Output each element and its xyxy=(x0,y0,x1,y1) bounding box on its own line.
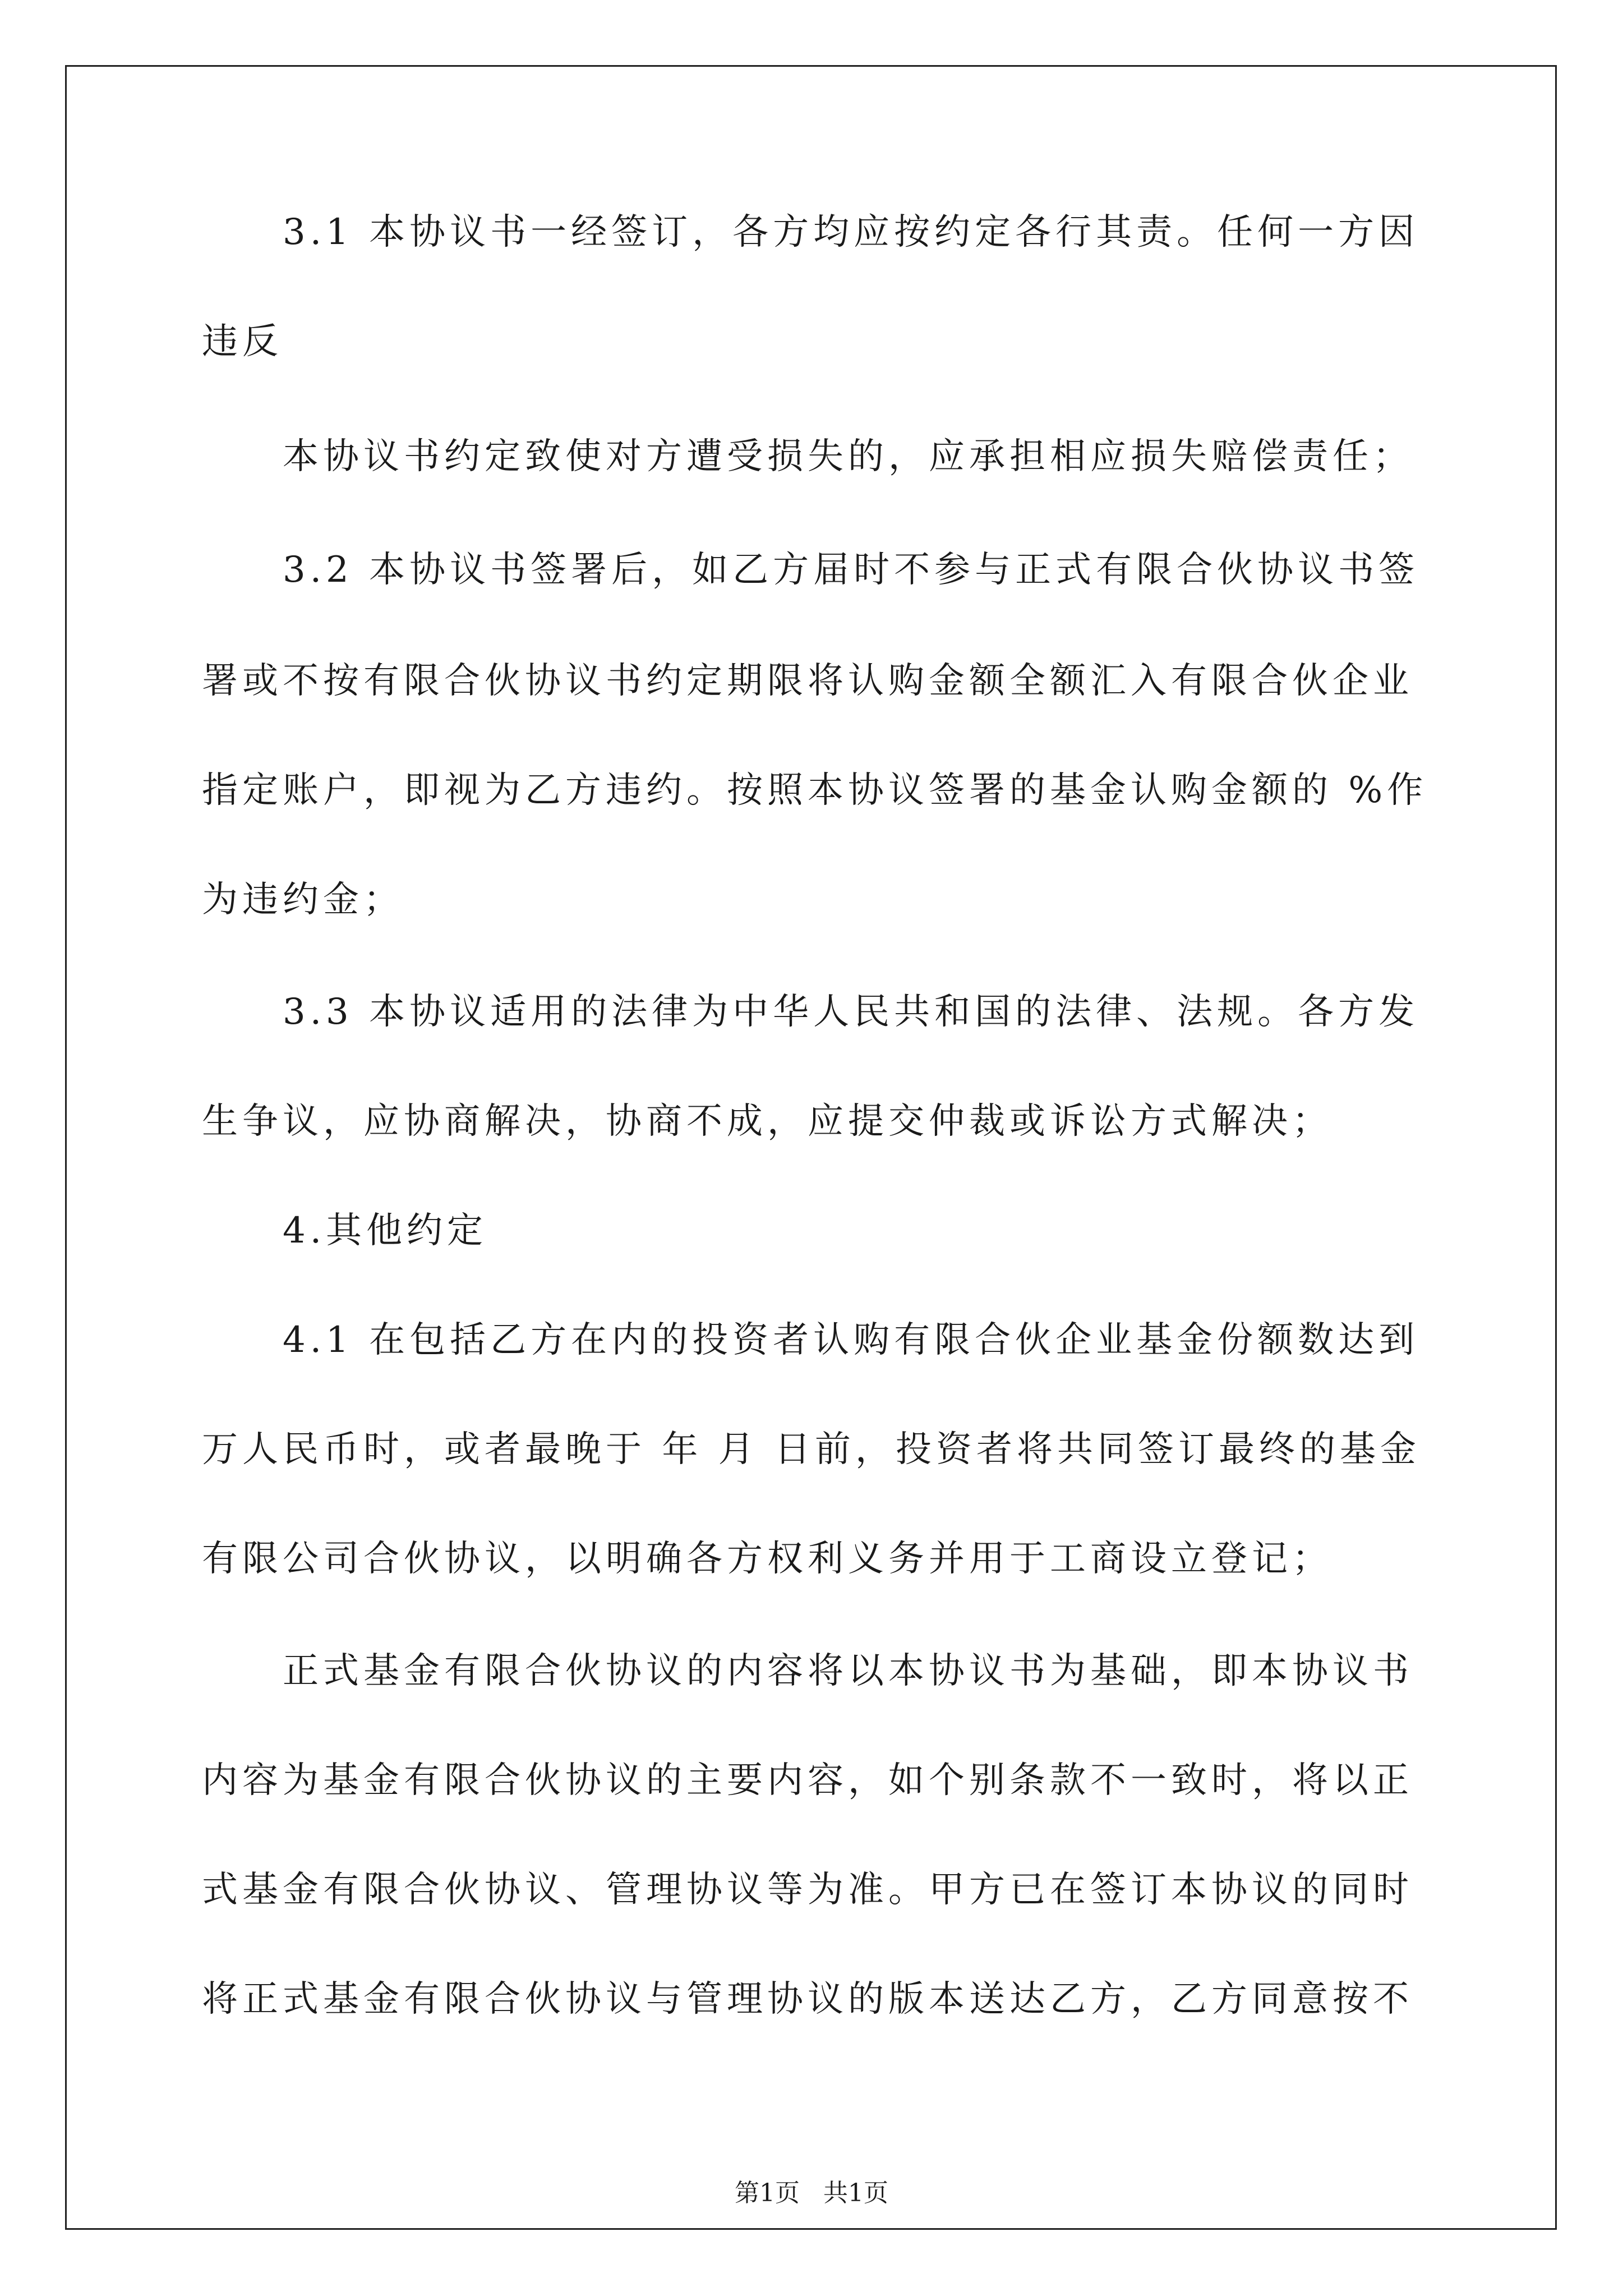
text-line: 正式基金有限合伙协议的内容将以本协议书为基础，即本协议书 xyxy=(202,1650,1413,1692)
text-line: 3.1 本协议书一经签订，各方均应按约定各行其责。任何一方因 xyxy=(202,211,1419,253)
text-line: 式基金有限合伙协议、管理协议等为准。甲方已在签订本协议的同时 xyxy=(202,1869,1413,1911)
text-line: 有限公司合伙协议，以明确各方权利义务并用于工商设立登记； xyxy=(202,1538,1332,1580)
page-number-footer: 第1页 共1页 xyxy=(735,2179,888,2207)
text-line: 为违约金； xyxy=(202,879,404,921)
text-line: 生争议，应协商解决，协商不成，应提交仲裁或诉讼方式解决； xyxy=(202,1101,1332,1142)
text-line: 署或不按有限合伙协议书约定期限将认购金额全额汇入有限合伙企业 xyxy=(202,660,1413,702)
text-line: 将正式基金有限合伙协议与管理协议的版本送达乙方，乙方同意按不 xyxy=(202,1978,1413,2020)
text-line: 3.3 本协议适用的法律为中华人民共和国的法律、法规。各方发 xyxy=(202,991,1419,1033)
text-line: 内容为基金有限合伙协议的主要内容，如个别条款不一致时，将以正 xyxy=(202,1760,1413,1801)
text-line: 3.2 本协议书签署后，如乙方届时不参与正式有限合伙协议书签 xyxy=(202,549,1419,591)
text-line: 指定账户，即视为乙方违约。按照本协议签署的基金认购金额的 %作 xyxy=(202,770,1428,811)
text-line: 本协议书约定致使对方遭受损失的，应承担相应损失赔偿责任； xyxy=(202,436,1413,477)
text-line: 4.1 在包括乙方在内的投资者认购有限合伙企业基金份额数达到 xyxy=(202,1319,1419,1361)
text-line: 违反 xyxy=(202,321,283,362)
text-line: 万人民币时，或者最晚于 年 月 日前，投资者将共同签订最终的基金 xyxy=(202,1429,1421,1470)
text-line: 4.其他约定 xyxy=(202,1210,488,1251)
